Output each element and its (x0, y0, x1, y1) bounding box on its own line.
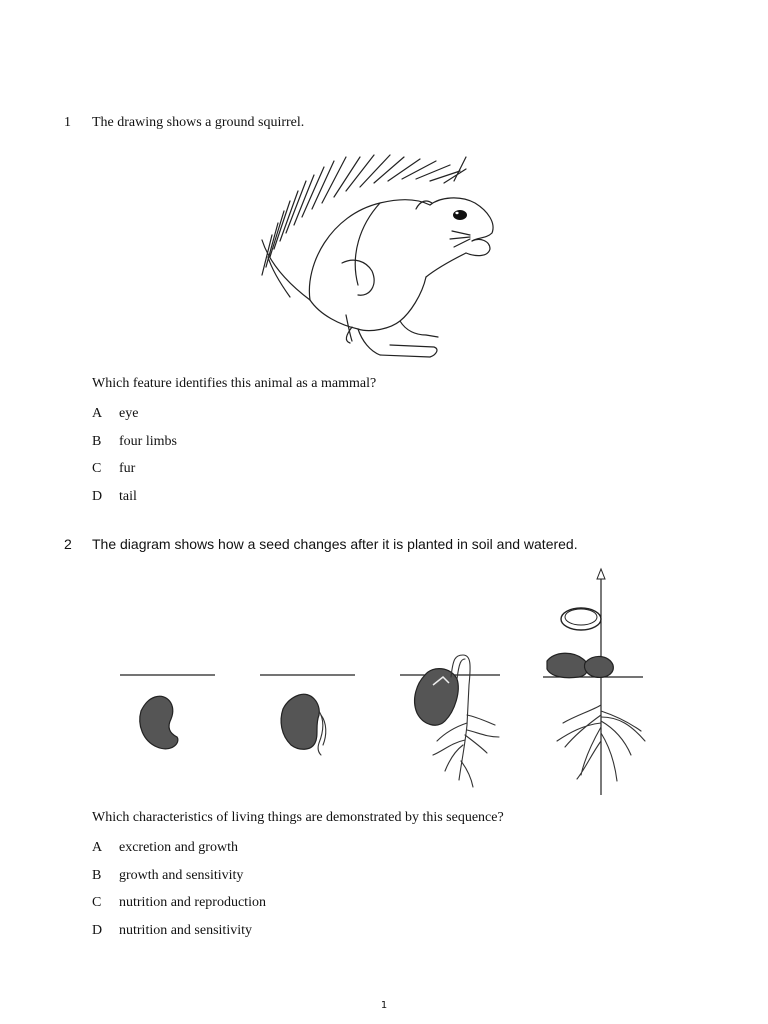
question-2-prompt: Which characteristics of living things are demonstrated by this sequence? (92, 810, 504, 825)
q1-option-c-letter: C (92, 461, 102, 476)
q1-option-c-text: fur (119, 461, 136, 476)
question-2-number: 2 (64, 536, 72, 552)
seed-germination-diagram (115, 565, 655, 805)
question-1-prompt: Which feature identifies this animal as a mammal? (92, 376, 377, 391)
squirrel-drawing (250, 145, 510, 370)
squirrel-eye (453, 210, 467, 220)
seed-stage-4 (543, 569, 645, 795)
q2-option-c-letter: C (92, 895, 102, 910)
seed-stage-1 (120, 675, 215, 749)
q2-option-b-letter: B (92, 868, 102, 883)
page-number: 1 (380, 1000, 388, 1011)
q1-option-b-letter: B (92, 434, 102, 449)
question-1-number: 1 (64, 115, 71, 130)
q2-option-a-text: excretion and growth (119, 840, 238, 855)
seed-stage-3 (400, 655, 500, 787)
q2-option-d-letter: D (92, 923, 103, 938)
q2-option-a-letter: A (92, 840, 103, 855)
q1-option-b-text: four limbs (119, 434, 177, 449)
q1-option-a-letter: A (92, 406, 103, 421)
seed-stage-2 (260, 675, 355, 755)
q2-option-c-text: nutrition and reproduction (119, 895, 266, 910)
q2-option-b-text: growth and sensitivity (119, 868, 244, 883)
question-1-stem: The drawing shows a ground squirrel. (92, 115, 305, 130)
q1-option-d-text: tail (119, 489, 137, 504)
squirrel-whiskers (450, 231, 470, 247)
q2-option-d-text: nutrition and sensitivity (119, 923, 252, 938)
q1-option-a-text: eye (119, 406, 139, 421)
squirrel-body (309, 198, 493, 357)
question-2-stem: The diagram shows how a seed changes after it is planted in soil and watered. (92, 536, 578, 552)
q1-option-d-letter: D (92, 489, 103, 504)
